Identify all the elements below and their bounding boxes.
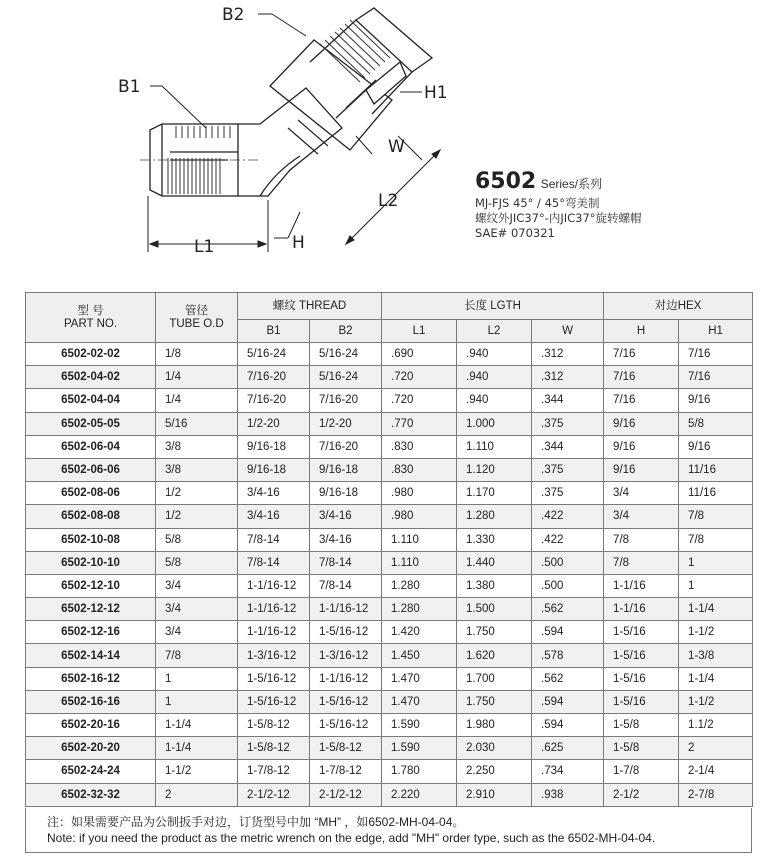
- cell-w: .562: [532, 598, 604, 621]
- header-l2: L2: [457, 320, 532, 343]
- cell-h: 2-1/2: [604, 783, 679, 806]
- cell-part-no: 6502-08-08: [26, 505, 156, 528]
- cell-l1: .720: [382, 366, 457, 389]
- cell-b1: 9/16-18: [238, 435, 310, 458]
- cell-h1: 1-3/8: [679, 644, 753, 667]
- label-l1: L1: [194, 237, 215, 257]
- cell-l1: 1.590: [382, 737, 457, 760]
- cell-b1: 1-7/8-12: [238, 760, 310, 783]
- cell-l1: 1.590: [382, 714, 457, 737]
- cell-h: 9/16: [604, 412, 679, 435]
- cell-part-no: 6502-06-06: [26, 458, 156, 481]
- cell-b1: 1-5/16-12: [238, 667, 310, 690]
- cell-b1: 1-1/16-12: [238, 621, 310, 644]
- cell-b2: 7/8-14: [310, 574, 382, 597]
- cell-b1: 1-1/16-12: [238, 598, 310, 621]
- cell-l1: .770: [382, 412, 457, 435]
- cell-h: 1-5/16: [604, 667, 679, 690]
- cell-w: .500: [532, 574, 604, 597]
- table-row: [26, 714, 753, 737]
- cell-tube-od: 1/2: [156, 482, 238, 505]
- cell-b1: 1-3/16-12: [238, 644, 310, 667]
- cell-b2: 7/8-14: [310, 551, 382, 574]
- header-tube-en: TUBE O.D: [169, 317, 224, 330]
- header-lgth: 长度 LGTH: [382, 293, 604, 320]
- label-b2: B2: [222, 5, 245, 25]
- cell-h1: 1: [679, 574, 753, 597]
- cell-h1: 1-1/2: [679, 621, 753, 644]
- note-cn: 注：如果需要产品为公制扳手对边，订货型号中加 “MH” ，如6502-MH-04-04。: [47, 815, 465, 829]
- cell-b2: 1-5/16-12: [310, 621, 382, 644]
- cell-b1: 9/16-18: [238, 458, 310, 481]
- cell-l2: 1.980: [457, 714, 532, 737]
- cell-w: .422: [532, 528, 604, 551]
- header-thread: 螺纹 THREAD: [238, 293, 382, 320]
- cell-part-no: 6502-12-16: [26, 621, 156, 644]
- cell-h1: 1: [679, 551, 753, 574]
- series-description-2: 螺纹外JIC37°-内JIC37°旋转螺帽: [475, 211, 642, 225]
- cell-part-no: 6502-06-04: [26, 435, 156, 458]
- label-h: H: [292, 233, 305, 253]
- cell-b1: 1-5/8-12: [238, 714, 310, 737]
- cell-b2: 5/16-24: [310, 343, 382, 366]
- cell-tube-od: 1/4: [156, 389, 238, 412]
- cell-h1: 2-7/8: [679, 783, 753, 806]
- cell-b2: 1-7/8-12: [310, 760, 382, 783]
- cell-part-no: 6502-08-06: [26, 482, 156, 505]
- table-row: [26, 343, 753, 366]
- cell-b1: 3/4-16: [238, 482, 310, 505]
- cell-w: .312: [532, 366, 604, 389]
- cell-b1: 7/8-14: [238, 528, 310, 551]
- cell-part-no: 6502-16-16: [26, 690, 156, 713]
- table-row: [26, 528, 753, 551]
- cell-l2: 1.330: [457, 528, 532, 551]
- cell-l1: 1.780: [382, 760, 457, 783]
- table-row: [26, 505, 753, 528]
- cell-l2: 2.910: [457, 783, 532, 806]
- cell-b2: 7/16-20: [310, 389, 382, 412]
- cell-part-no: 6502-32-32: [26, 783, 156, 806]
- cell-tube-od: 5/8: [156, 528, 238, 551]
- cell-l2: .940: [457, 389, 532, 412]
- cell-l2: 1.380: [457, 574, 532, 597]
- header-h: H: [604, 320, 679, 343]
- cell-tube-od: 1-1/2: [156, 760, 238, 783]
- cell-h1: 2: [679, 737, 753, 760]
- table-row: [26, 598, 753, 621]
- cell-b2: 3/4-16: [310, 528, 382, 551]
- cell-l2: 1.440: [457, 551, 532, 574]
- cell-tube-od: 1/4: [156, 366, 238, 389]
- cell-b2: 7/16-20: [310, 435, 382, 458]
- cell-h1: 9/16: [679, 435, 753, 458]
- cell-part-no: 6502-10-10: [26, 551, 156, 574]
- cell-w: .375: [532, 482, 604, 505]
- header-part-cn: 型 号: [77, 304, 104, 317]
- fitting-drawing: [110, 0, 450, 262]
- cell-l1: 2.220: [382, 783, 457, 806]
- cell-b1: 1/2-20: [238, 412, 310, 435]
- cell-b2: 1-5/8-12: [310, 737, 382, 760]
- cell-h1: 11/16: [679, 458, 753, 481]
- cell-w: .312: [532, 343, 604, 366]
- cell-l2: 1.750: [457, 621, 532, 644]
- cell-h: 3/4: [604, 505, 679, 528]
- table-row: [26, 412, 753, 435]
- cell-h1: 5/8: [679, 412, 753, 435]
- cell-b1: 7/16-20: [238, 389, 310, 412]
- table-row: [26, 690, 753, 713]
- cell-l2: .940: [457, 343, 532, 366]
- cell-tube-od: 5/8: [156, 551, 238, 574]
- cell-tube-od: 1-1/4: [156, 737, 238, 760]
- cell-b2: 2-1/2-12: [310, 783, 382, 806]
- cell-tube-od: 3/4: [156, 574, 238, 597]
- cell-l1: .980: [382, 505, 457, 528]
- cell-l2: 1.110: [457, 435, 532, 458]
- cell-l2: 1.280: [457, 505, 532, 528]
- cell-part-no: 6502-04-02: [26, 366, 156, 389]
- header-b1: B1: [238, 320, 310, 343]
- cell-w: .344: [532, 435, 604, 458]
- cell-w: .594: [532, 621, 604, 644]
- cell-tube-od: 3/4: [156, 598, 238, 621]
- cell-h: 1-1/16: [604, 574, 679, 597]
- cell-w: .375: [532, 458, 604, 481]
- cell-tube-od: 7/8: [156, 644, 238, 667]
- cell-b1: 5/16-24: [238, 343, 310, 366]
- cell-part-no: 6502-10-08: [26, 528, 156, 551]
- cell-h: 3/4: [604, 482, 679, 505]
- cell-part-no: 6502-20-16: [26, 714, 156, 737]
- cell-w: .562: [532, 667, 604, 690]
- cell-b2: 1-1/16-12: [310, 667, 382, 690]
- cell-l2: .940: [457, 366, 532, 389]
- cell-h1: 2-1/4: [679, 760, 753, 783]
- cell-tube-od: 3/8: [156, 458, 238, 481]
- cell-l1: 1.470: [382, 690, 457, 713]
- cell-l2: 1.000: [457, 412, 532, 435]
- cell-h1: 1.1/2: [679, 714, 753, 737]
- cell-h1: 1-1/4: [679, 667, 753, 690]
- cell-h: 9/16: [604, 435, 679, 458]
- table-row: [26, 783, 753, 806]
- cell-b1: 3/4-16: [238, 505, 310, 528]
- cell-h1: 11/16: [679, 482, 753, 505]
- header-b2: B2: [310, 320, 382, 343]
- cell-l2: 1.170: [457, 482, 532, 505]
- cell-l2: 2.250: [457, 760, 532, 783]
- cell-tube-od: 1/2: [156, 505, 238, 528]
- cell-b2: 5/16-24: [310, 366, 382, 389]
- cell-h1: 7/8: [679, 528, 753, 551]
- cell-part-no: 6502-24-24: [26, 760, 156, 783]
- cell-l1: .980: [382, 482, 457, 505]
- cell-b2: 1-1/16-12: [310, 598, 382, 621]
- cell-tube-od: 1: [156, 690, 238, 713]
- table-row: [26, 667, 753, 690]
- cell-part-no: 6502-20-20: [26, 737, 156, 760]
- cell-h: 9/16: [604, 458, 679, 481]
- cell-b2: 9/16-18: [310, 458, 382, 481]
- cell-h1: 9/16: [679, 389, 753, 412]
- cell-part-no: 6502-02-02: [26, 343, 156, 366]
- cell-h: 7/16: [604, 389, 679, 412]
- cell-l2: 1.120: [457, 458, 532, 481]
- cell-l2: 2.030: [457, 737, 532, 760]
- header-w: W: [532, 320, 604, 343]
- cell-b2: 1/2-20: [310, 412, 382, 435]
- cell-w: .594: [532, 714, 604, 737]
- spec-table: [25, 292, 753, 807]
- cell-b1: 1-5/8-12: [238, 737, 310, 760]
- table-row: [26, 366, 753, 389]
- note-en: Note: if you need the product as the metric wrench on the edge, add "MH" order type, such as the 6502-MH-04-04.: [47, 831, 656, 845]
- series-info: [475, 170, 765, 241]
- cell-w: .734: [532, 760, 604, 783]
- cell-w: .594: [532, 690, 604, 713]
- cell-h: 1-7/8: [604, 760, 679, 783]
- table-row: [26, 737, 753, 760]
- cell-b1: 7/8-14: [238, 551, 310, 574]
- cell-h: 1-5/8: [604, 737, 679, 760]
- cell-l1: 1.110: [382, 551, 457, 574]
- cell-part-no: 6502-04-04: [26, 389, 156, 412]
- header-part-no: [26, 293, 156, 343]
- header-h1: H1: [679, 320, 753, 343]
- cell-h: 7/8: [604, 551, 679, 574]
- series-title: [475, 170, 765, 196]
- cell-h: 1-5/16: [604, 621, 679, 644]
- cell-w: .578: [532, 644, 604, 667]
- cell-tube-od: 5/16: [156, 412, 238, 435]
- cell-l1: .830: [382, 435, 457, 458]
- cell-l2: 1.700: [457, 667, 532, 690]
- order-note: [25, 808, 752, 853]
- header-hex: 对边HEX: [604, 293, 753, 320]
- cell-l1: 1.450: [382, 644, 457, 667]
- table-row: [26, 644, 753, 667]
- cell-b1: 1-1/16-12: [238, 574, 310, 597]
- cell-h1: 7/8: [679, 505, 753, 528]
- table-row: [26, 435, 753, 458]
- series-word: Series/系列: [540, 177, 603, 191]
- cell-h: 7/8: [604, 528, 679, 551]
- cell-h: 1-5/8: [604, 714, 679, 737]
- cell-part-no: 6502-05-05: [26, 412, 156, 435]
- cell-h: 7/16: [604, 366, 679, 389]
- cell-l2: 1.500: [457, 598, 532, 621]
- cell-b2: 1-5/16-12: [310, 690, 382, 713]
- cell-h1: 7/16: [679, 343, 753, 366]
- cell-l1: .720: [382, 389, 457, 412]
- table-row: [26, 482, 753, 505]
- series-sae: SAE# 070321: [475, 226, 555, 240]
- header-tube-cn: 管径: [185, 304, 208, 317]
- cell-b2: 3/4-16: [310, 505, 382, 528]
- cell-w: .500: [532, 551, 604, 574]
- cell-b1: 2-1/2-12: [238, 783, 310, 806]
- cell-w: .375: [532, 412, 604, 435]
- cell-b1: 1-5/16-12: [238, 690, 310, 713]
- table-row: [26, 760, 753, 783]
- cell-l1: 1.280: [382, 574, 457, 597]
- series-code: 6502: [475, 169, 537, 194]
- cell-w: .938: [532, 783, 604, 806]
- cell-part-no: 6502-12-12: [26, 598, 156, 621]
- label-l2: L2: [378, 191, 399, 211]
- cell-tube-od: 3/8: [156, 435, 238, 458]
- cell-h1: 1-1/4: [679, 598, 753, 621]
- cell-tube-od: 1-1/4: [156, 714, 238, 737]
- cell-part-no: 6502-16-12: [26, 667, 156, 690]
- table-row: [26, 389, 753, 412]
- cell-l1: 1.420: [382, 621, 457, 644]
- cell-h: 1-5/16: [604, 644, 679, 667]
- label-b1: B1: [118, 77, 141, 97]
- label-w: W: [388, 137, 405, 157]
- header-part-en: PART NO.: [63, 317, 118, 330]
- cell-tube-od: 1: [156, 667, 238, 690]
- cell-l1: .690: [382, 343, 457, 366]
- cell-b2: 1-5/16-12: [310, 714, 382, 737]
- cell-w: .625: [532, 737, 604, 760]
- cell-part-no: 6502-12-10: [26, 574, 156, 597]
- cell-b2: 1-3/16-12: [310, 644, 382, 667]
- series-description-1: MJ-FJS 45° / 45°弯美制: [475, 196, 600, 210]
- cell-l1: 1.110: [382, 528, 457, 551]
- header-tube-od: [156, 293, 238, 343]
- cell-h1: 1-1/2: [679, 690, 753, 713]
- cell-l1: 1.470: [382, 667, 457, 690]
- cell-b1: 7/16-20: [238, 366, 310, 389]
- cell-tube-od: 1/8: [156, 343, 238, 366]
- cell-h: 1-1/16: [604, 598, 679, 621]
- table-row: [26, 621, 753, 644]
- label-h1: H1: [424, 83, 448, 103]
- table-row: [26, 574, 753, 597]
- cell-part-no: 6502-14-14: [26, 644, 156, 667]
- cell-tube-od: 3/4: [156, 621, 238, 644]
- cell-l2: 1.620: [457, 644, 532, 667]
- header-l1: L1: [382, 320, 457, 343]
- table-row: [26, 458, 753, 481]
- cell-tube-od: 2: [156, 783, 238, 806]
- table-row: [26, 551, 753, 574]
- cell-l1: 1.280: [382, 598, 457, 621]
- cell-w: .422: [532, 505, 604, 528]
- cell-b2: 9/16-18: [310, 482, 382, 505]
- table-body: [26, 343, 753, 807]
- cell-h: 1-5/16: [604, 690, 679, 713]
- cell-w: .344: [532, 389, 604, 412]
- cell-h: 7/16: [604, 343, 679, 366]
- cell-l1: .830: [382, 458, 457, 481]
- cell-l2: 1.750: [457, 690, 532, 713]
- cell-h1: 7/16: [679, 366, 753, 389]
